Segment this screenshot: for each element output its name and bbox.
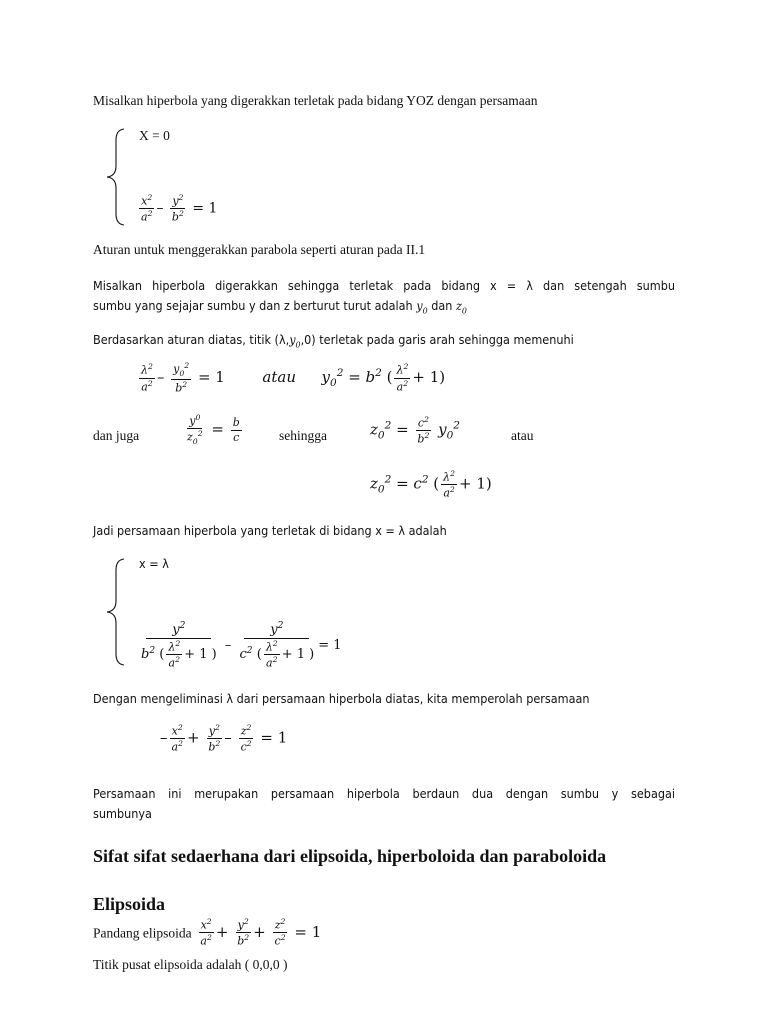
l3b-pre: sumbu yang sejajar sumbu y dan z berturut turut adalah <box>93 298 413 313</box>
dan-juga-label: dan juga <box>93 428 140 443</box>
l4-pre: Berdasarkan aturan diatas, titik (λ, <box>93 332 290 347</box>
section-heading: Sifat sifat sedaerhana dari elipsoida, hiperboloida dan paraboloida <box>93 846 607 866</box>
atau-label-2: atau <box>511 428 534 443</box>
pandang-label: Pandang elipsoida <box>93 925 192 941</box>
l4-post: ,0) terletak pada garis arah sehingga memenuhi <box>300 332 574 347</box>
aturan-line: Aturan untuk menggerakkan parabola seperti aturan pada II.1 <box>93 242 426 257</box>
l3b-mid: dan <box>431 298 453 313</box>
paragraph-lambda-line1: Misalkan hiperbola digerakkan sehingga terletak pada bidang x = λ dan setengah sumbu <box>93 278 675 293</box>
system1-eq-x: X = 0 <box>139 128 170 143</box>
persamaan-line2: sumbunya <box>93 806 152 821</box>
paragraph-lambda-line2: sumbu yang sejajar sumbu y dan z berturut turut adalah $y_0$ dan $z_0$ <box>93 298 467 317</box>
atau-word: atau <box>262 368 296 387</box>
z0-equation: $z_0^2$ = $\frac{c^2}{b^2}$ $y_0^2$ <box>370 415 460 446</box>
z0-expanded-equation: $z_0^2 = c^2$ ( $\frac{\lambda^2}{a^2}$ + 1) <box>370 469 492 500</box>
sehingga-label: sehingga <box>279 428 327 443</box>
jadi-line: Jadi persamaan hiperbola yang terletak di bidang x = λ adalah <box>93 523 447 538</box>
hyperboloid-equation: – $\frac{x^2}{a^2}$ + $\frac{y^2}{b^2}$ – $\frac{z^2}{c^2}$ = 1 <box>160 723 288 754</box>
eq1-rhs: = 1 <box>318 638 342 654</box>
system1-eq-hyperbola: $\frac{x^2}{a^2}$ – $\frac{y^2}{b^2}$ = 1 <box>141 193 218 224</box>
ratio-equation: $\frac{y^0}{z_0^2}$ = $\frac{b}{c}$ <box>187 413 240 447</box>
pandang-line: Pandang elipsoida $\frac{x^2}{a^2}$ + $\frac{y^2}{b^2}$ + $\frac{z^2}{c^2}$ = 1 <box>93 917 322 948</box>
titik-pusat-line: Titik pusat elipsoida adalah ( 0,0,0 ) <box>93 957 288 972</box>
left-brace <box>104 128 126 226</box>
left-brace-2 <box>104 558 126 666</box>
equation-row-1: $\frac{\lambda^2}{a^2}$ – $\frac{y_0^2}{b^2}$ = 1 atau $y_0^2 = b^2$ ( $\frac{\lambda^2}{a^2}$ + 1) <box>141 361 446 395</box>
elipsoida-heading: Elipsoida <box>93 894 166 914</box>
berdasarkan-line: Berdasarkan aturan diatas, titik $(\lambda,y_0,0)$ terletak pada garis arah sehingga memenuhi <box>93 332 574 351</box>
dengan-line: Dengan mengeliminasi λ dari persamaan hiperbola diatas, kita memperolah persamaan <box>93 691 590 706</box>
system2-eq-x: x = λ <box>139 556 169 571</box>
persamaan-line1: Persamaan ini merupakan persamaan hiperbola berdaun dua dengan sumbu y sebagai <box>93 786 675 801</box>
intro-line: Misalkan hiperbola yang digerakkan terletak pada bidang YOZ dengan persamaan <box>93 93 538 108</box>
system2-eq-hyperbola: $y^2$ $b^2$ ( $\frac{\lambda^2}{a^2}$ + 1 ) – $y^2$ $c^2$ ( $\frac{\lambda^2}{a^2}$ + 1 ) = 1 <box>141 621 342 670</box>
